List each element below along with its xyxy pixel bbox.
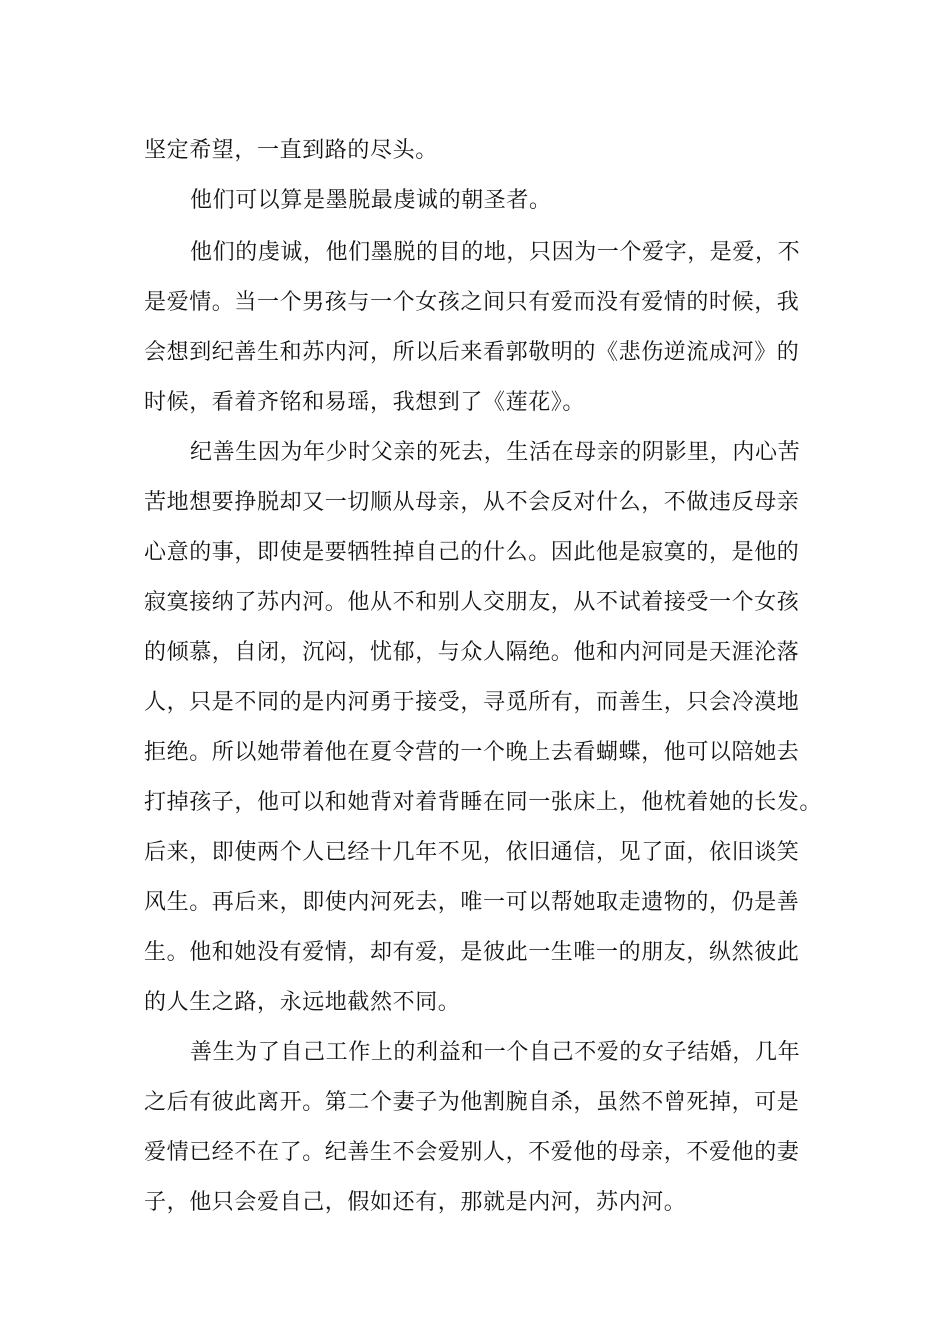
text-line: 善生为了自己工作上的利益和一个自己不爱的女子结婚，几年 [190, 1040, 801, 1065]
text-line: 苦地想要挣脱却又一切顺从母亲，从不会反对什么，不做违反母亲 [144, 490, 800, 515]
text-line: 爱情已经不在了。纪善生不会爱别人，不爱他的母亲，不爱他的妻 [144, 1140, 800, 1165]
text-line: 拒绝。所以她带着他在夏令营的一个晚上去看蝴蝶，他可以陪她去 [144, 740, 800, 765]
text-line: 他们的虔诚，他们墨脱的目的地，只因为一个爱字，是爱，不 [190, 240, 801, 265]
text-line: 之后有彼此离开。第二个妻子为他割腕自杀，虽然不曾死掉，可是 [144, 1090, 800, 1115]
text-line: 人，只是不同的是内河勇于接受，寻觅所有，而善生，只会冷漠地 [144, 690, 800, 715]
text-line: 会想到纪善生和苏内河，所以后来看郭敬明的《悲伤逆流成河》的 [144, 340, 800, 365]
text-line: 的倾慕，自闭，沉闷，忧郁，与众人隔绝。他和内河同是天涯沦落 [144, 640, 800, 665]
text-line: 的人生之路，永远地截然不同。 [144, 990, 461, 1015]
text-line: 纪善生因为年少时父亲的死去，生活在母亲的阴影里，内心苦 [190, 440, 801, 465]
text-line: 是爱情。当一个男孩与一个女孩之间只有爱而没有爱情的时候，我 [144, 290, 800, 315]
text-line: 坚定希望，一直到路的尽头。 [144, 138, 438, 163]
text-line: 后来，即使两个人已经十几年不见，依旧通信，见了面，依旧谈笑 [144, 840, 800, 865]
text-line: 打掉孩子，他可以和她背对着背睡在同一张床上，他枕着她的长发。 [144, 790, 823, 815]
text-line: 寂寞接纳了苏内河。他从不和别人交朋友，从不试着接受一个女孩 [144, 590, 800, 615]
text-line: 风生。再后来，即使内河死去，唯一可以帮她取走遗物的，仍是善 [144, 890, 800, 915]
text-line: 子，他只会爱自己，假如还有，那就是内河，苏内河。 [144, 1190, 687, 1215]
text-line: 心意的事，即使是要牺牲掉自己的什么。因此他是寂寞的，是他的 [144, 540, 800, 565]
text-line: 时候，看着齐铭和易瑶，我想到了《莲花》。 [144, 390, 586, 415]
text-line: 生。他和她没有爱情，却有爱，是彼此一生唯一的朋友，纵然彼此 [144, 940, 800, 965]
text-line: 他们可以算是墨脱最虔诚的朝圣者。 [190, 188, 552, 213]
